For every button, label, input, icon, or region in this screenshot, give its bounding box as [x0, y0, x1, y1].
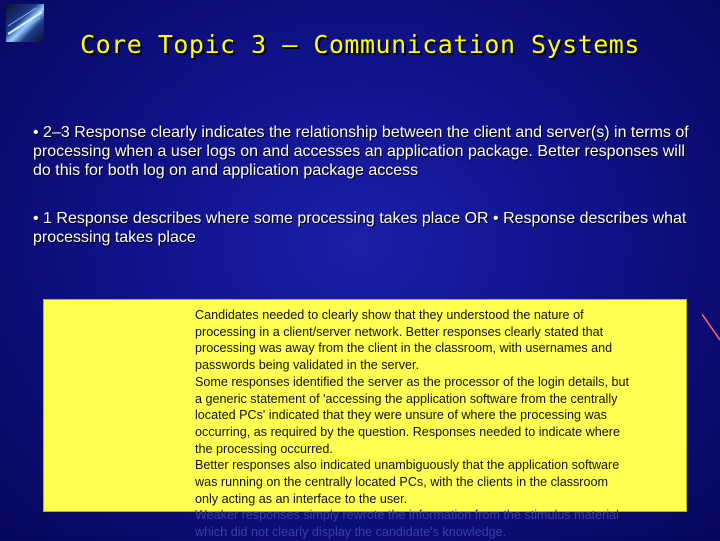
note-line: located PCs' indicated that they were unsure of where the processing was	[195, 408, 607, 423]
examiner-note-text	[195, 307, 685, 541]
note-line: was running on the centrally located PCs, with the clients in the classroom	[195, 475, 608, 490]
note-line: passwords being validated in the server.	[195, 358, 420, 373]
slide-title: Core Topic 3 – Communication Systems	[80, 30, 640, 59]
note-line: only acting as an interface to the user.	[195, 491, 408, 506]
decorative-line-icon	[702, 312, 720, 342]
bullet-point-1: • 2–3 Response clearly indicates the relationship between the client and server(s) in terms of processing when a user logs on and accesses an application package. Better responses will do this for both log on and application package access	[33, 124, 689, 179]
note-line: a generic statement of 'accessing the application software from the centrally	[195, 391, 618, 406]
note-line-overflow: which did not clearly display the candidate's knowledge.	[195, 525, 507, 540]
note-line: processing in a client/server network. Better responses clearly stated that	[195, 324, 604, 339]
note-line: occurring, as required by the question. Responses needed to indicate where	[195, 424, 620, 439]
note-line-overflow: Weaker responses simply rewrote the information from the stimulus material	[195, 508, 619, 523]
note-line: Some responses identified the server as the processor of the login details, but	[195, 374, 630, 389]
note-line: Candidates needed to clearly show that they understood the nature of	[195, 308, 584, 322]
note-line: the processing occurred.	[195, 441, 333, 456]
bullet-point-2: • 1 Response describes where some processing takes place OR • Response describes what processing takes place	[33, 210, 687, 246]
note-line: processing was away from the client in the classroom, with usernames and	[195, 341, 613, 356]
note-line: Better responses also indicated unambiguously that the application software	[195, 458, 620, 473]
